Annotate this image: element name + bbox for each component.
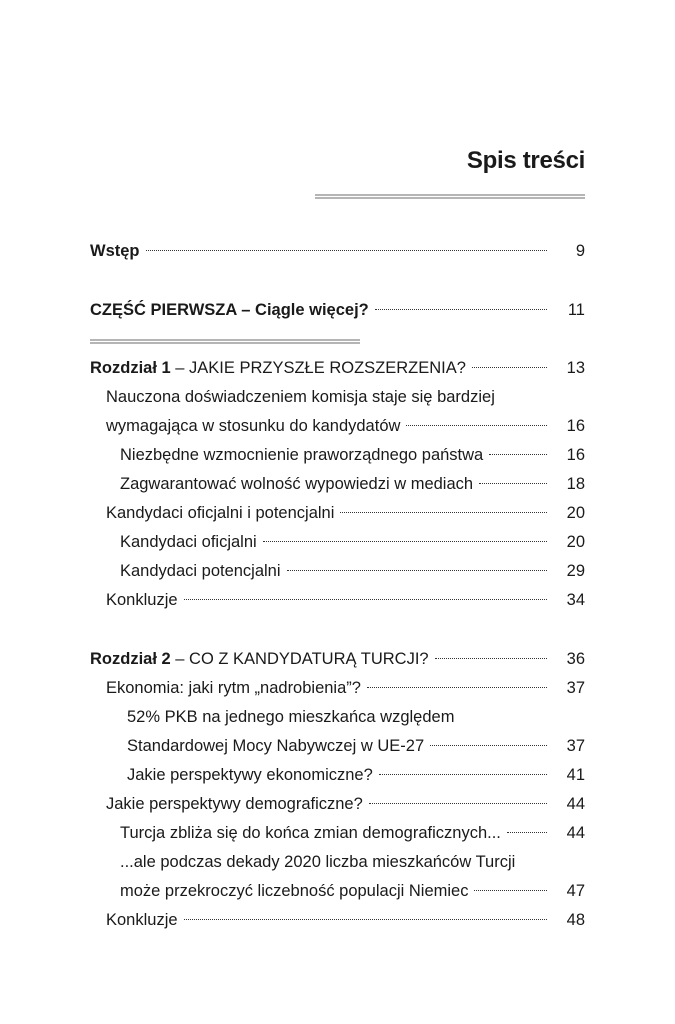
chapter-number: Rozdział 1	[90, 359, 171, 377]
page-title: Spis treści	[466, 147, 585, 174]
toc-entry-label: Jakie perspektywy ekonomiczne?	[127, 766, 373, 784]
toc-entry-line[interactable]	[0, 383, 675, 412]
toc-page-number: 18	[566, 475, 585, 493]
toc-page-number: 9	[575, 242, 585, 260]
toc-entry-label: – JAKIE PRZYSZŁE ROZSZERZENIA?	[170, 359, 466, 377]
toc-entry-wstep[interactable]	[0, 237, 675, 266]
toc-entry[interactable]	[0, 732, 675, 761]
toc-entry-label: Wstęp	[90, 242, 140, 260]
toc-entry[interactable]	[0, 586, 675, 615]
toc-entry-label: CZĘŚĆ PIERWSZA – Ciągle więcej?	[90, 301, 369, 319]
toc-entry-label: Konkluzje	[106, 911, 178, 929]
part-rule	[90, 339, 360, 344]
toc-page-number: 37	[566, 737, 585, 755]
toc-entry-rozdzial-2[interactable]	[0, 645, 675, 674]
toc-entry-label: Jakie perspektywy demograficzne?	[106, 795, 363, 813]
toc-page-number: 34	[566, 591, 585, 609]
toc-page-number: 11	[567, 301, 585, 319]
toc-entry-label: Standardowej Mocy Nabywczej w UE-27	[127, 737, 425, 755]
toc-entry-rozdzial-1[interactable]	[0, 354, 675, 383]
toc-page-number: 44	[566, 795, 585, 813]
toc-entry-label: ...ale podczas dekady 2020 liczba mieszkańców Turcji	[120, 853, 516, 871]
toc-page-number: 36	[566, 650, 585, 668]
toc-entry[interactable]	[0, 412, 675, 441]
toc-entry-label: Nauczona doświadczeniem komisja staje się bardziej	[106, 388, 495, 406]
toc-entry[interactable]	[0, 441, 675, 470]
toc-entry[interactable]	[0, 906, 675, 935]
toc-entry-label: może przekroczyć liczebność populacji Niemiec	[120, 882, 469, 900]
toc-entry[interactable]	[0, 528, 675, 557]
toc-entry[interactable]	[0, 674, 675, 703]
toc-entry[interactable]	[0, 761, 675, 790]
toc-page-number: 20	[566, 504, 585, 522]
toc-entry[interactable]	[0, 790, 675, 819]
toc-entry-label: – CO Z KANDYDATURĄ TURCJI?	[170, 650, 429, 668]
toc-entry-label: Kandydaci oficjalni	[120, 533, 257, 551]
toc-page-number: 37	[566, 679, 585, 697]
toc-page-number: 20	[566, 533, 585, 551]
toc-entry-label: Kandydaci potencjalni	[120, 562, 281, 580]
toc-page-number: 48	[566, 911, 585, 929]
toc-entry[interactable]	[0, 877, 675, 906]
toc-entry[interactable]	[0, 499, 675, 528]
toc-entry-czesc-pierwsza[interactable]	[0, 296, 675, 325]
toc-entry[interactable]	[0, 470, 675, 499]
toc-page-number: 16	[566, 446, 585, 464]
chapter-number: Rozdział 2	[90, 650, 171, 668]
toc-page-number: 29	[566, 562, 585, 580]
toc-entry-line[interactable]	[0, 848, 675, 877]
toc-entry-label: Ekonomia: jaki rytm „nadrobienia”?	[106, 679, 361, 697]
toc-page-number: 13	[566, 359, 585, 377]
toc-entry-label: Zagwarantować wolność wypowiedzi w mediach	[120, 475, 474, 493]
toc-entry-label: Konkluzje	[106, 591, 178, 609]
toc-page-number: 44	[566, 824, 585, 842]
toc-page-number: 41	[566, 766, 585, 784]
toc-entry-label: Niezbędne wzmocnienie praworządnego państwa	[120, 446, 484, 464]
toc-page-number: 16	[566, 417, 585, 435]
toc-entry-line[interactable]	[0, 703, 675, 732]
toc-entry-label: 52% PKB na jednego mieszkańca względem	[127, 708, 455, 726]
toc-page-number: 47	[566, 882, 585, 900]
toc-entry-label: Turcja zbliża się do końca zmian demograficznych...	[120, 824, 501, 842]
toc-entry-label: Kandydaci oficjalni i potencjalni	[106, 504, 335, 522]
toc-entry-label: wymagająca w stosunku do kandydatów	[106, 417, 401, 435]
toc-entry[interactable]	[0, 819, 675, 848]
toc-entry[interactable]	[0, 557, 675, 586]
title-rule	[315, 194, 585, 199]
